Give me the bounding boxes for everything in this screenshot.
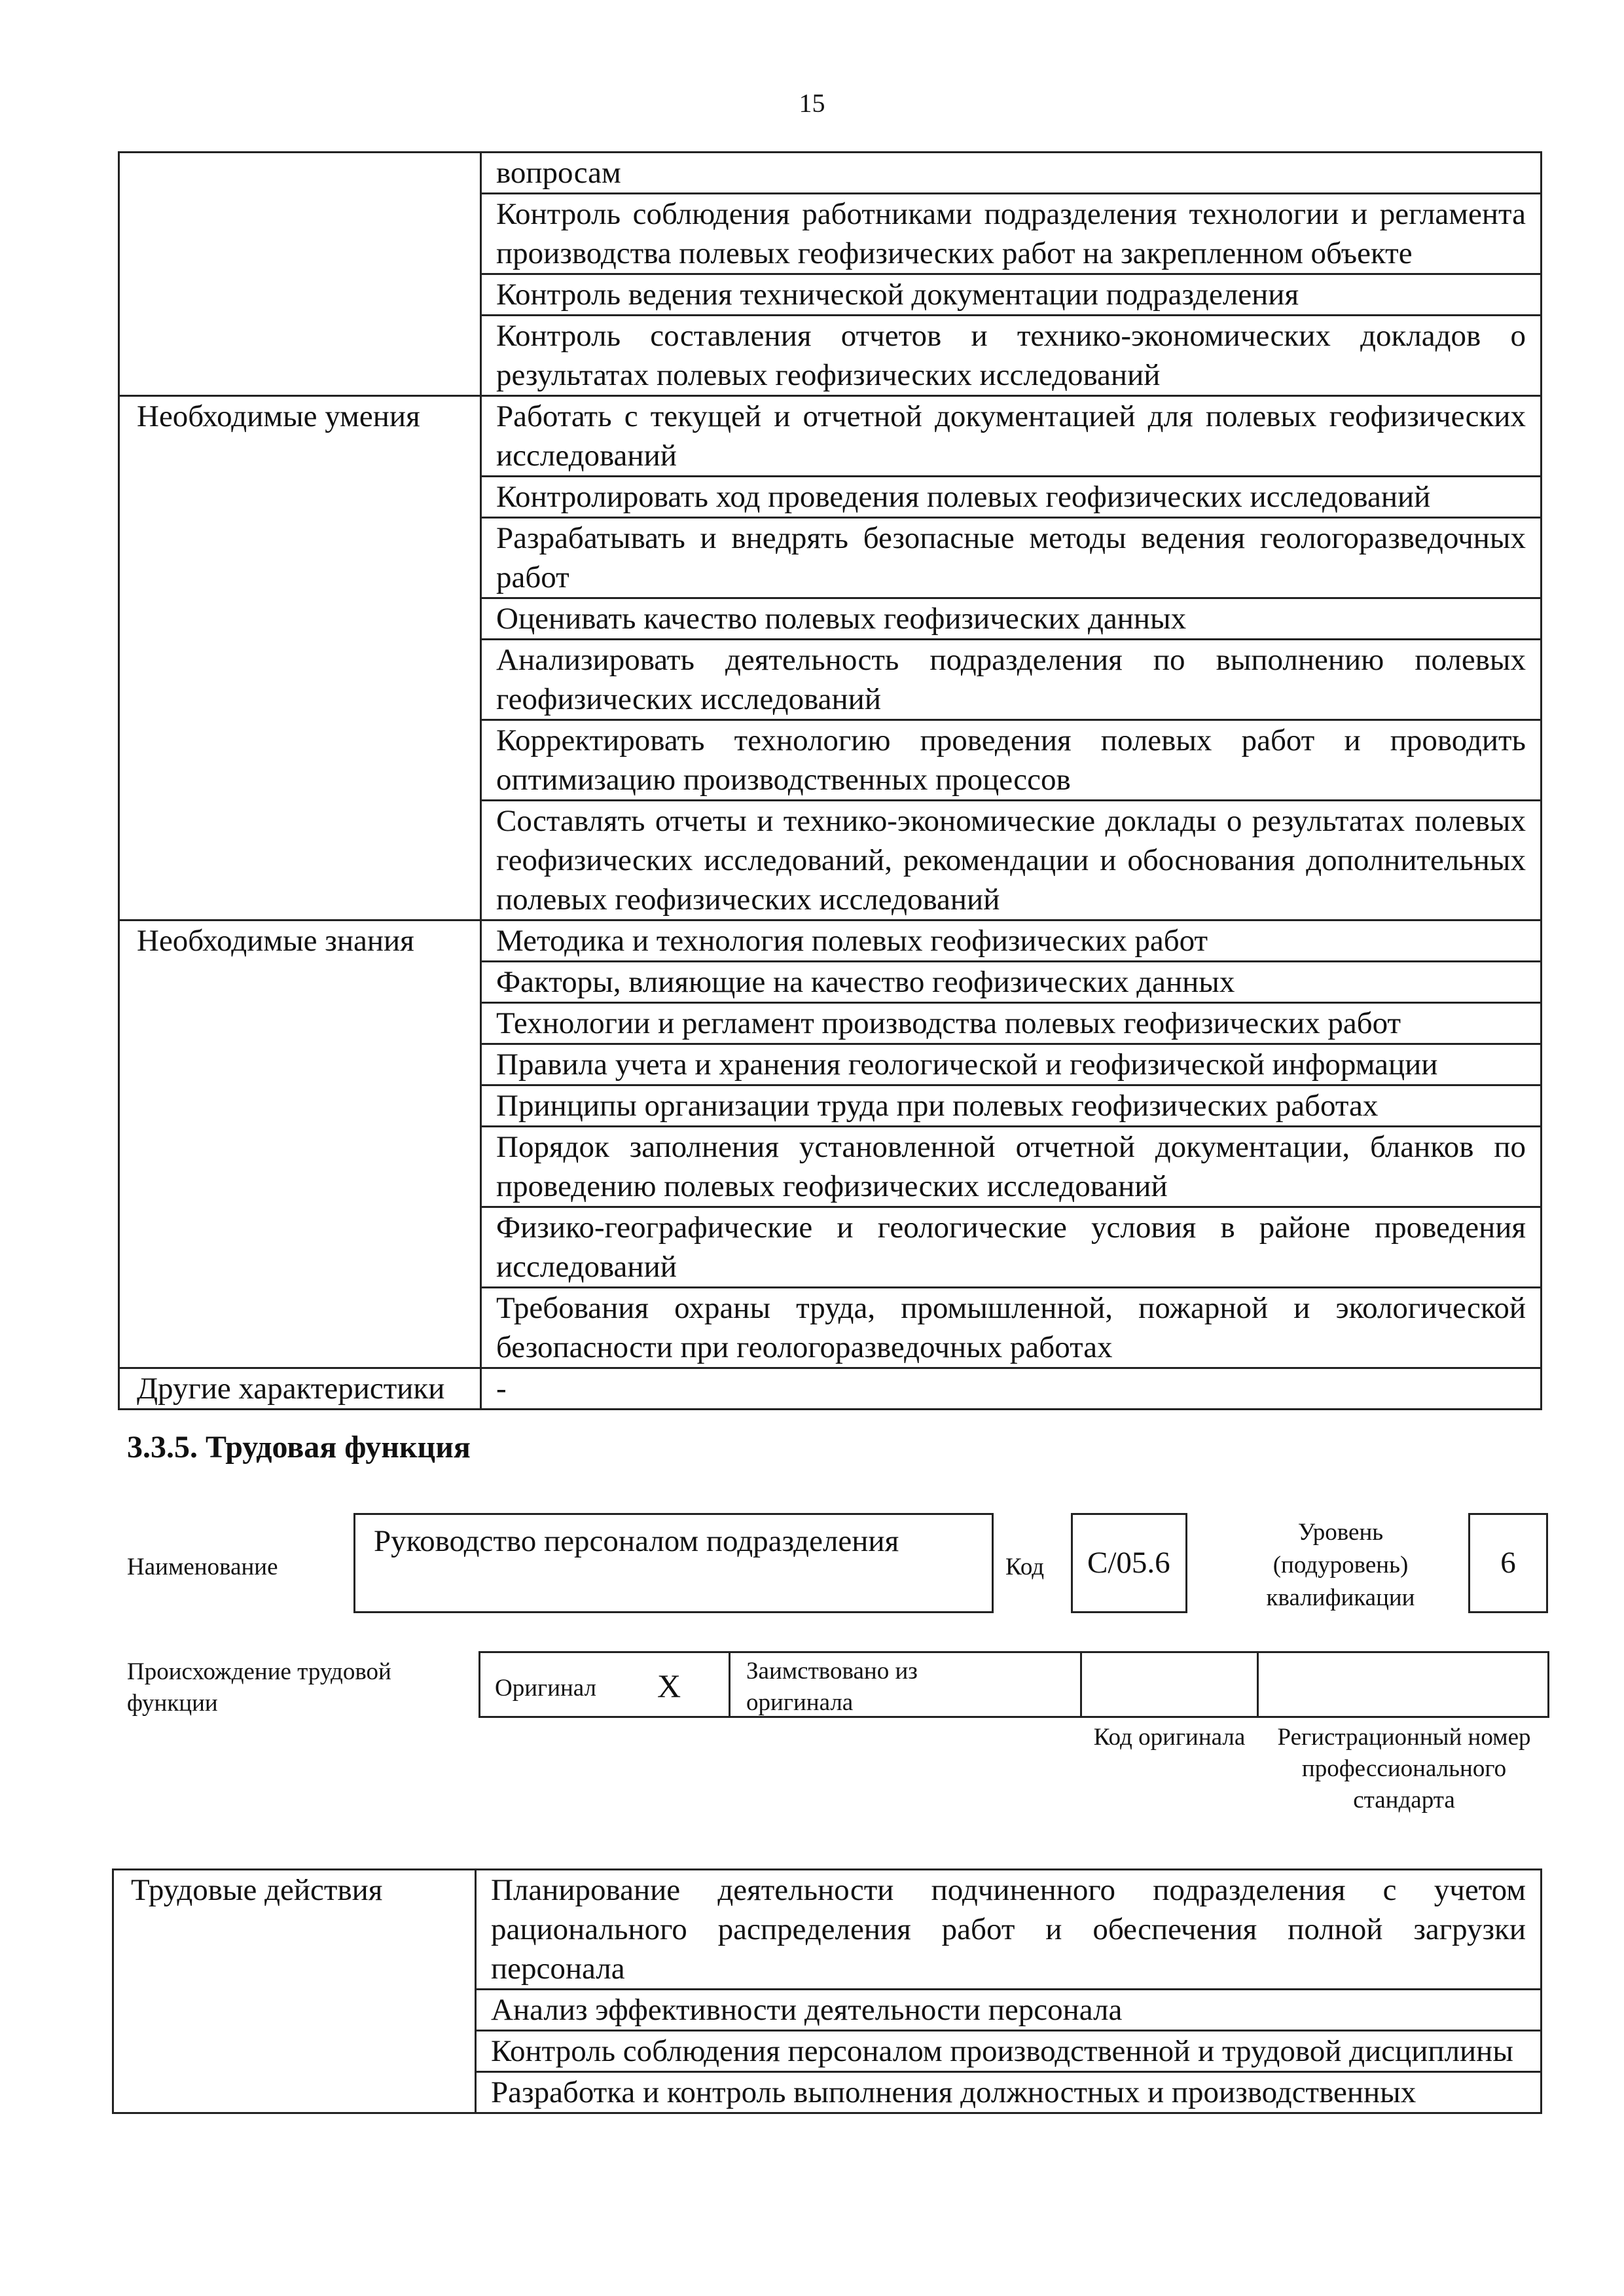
- table-row: [113, 1870, 1542, 1990]
- table-cell: Требования охраны труда, промышленной, пожарной и экологической безопасности при геологоразведочных работах: [481, 1288, 1542, 1368]
- original-label: Оригинал: [495, 1675, 597, 1702]
- page-number: 15: [799, 88, 825, 118]
- table-cell: Методика и технология полевых геофизических работ: [481, 920, 1542, 962]
- code-value: C/05.6: [1087, 1546, 1170, 1580]
- table-cell: Контроль ведения технической документации подразделения: [481, 274, 1542, 316]
- level-label-line: квалификации: [1266, 1584, 1415, 1611]
- row-label-other: Другие характеристики: [119, 1368, 481, 1410]
- level-box: [1468, 1513, 1548, 1613]
- table-cell: Планирование деятельности подчиненного подразделения с учетом рационального распределения работ и обеспечения полной загрузки персонала: [476, 1870, 1542, 1990]
- table-cell: Работать с текущей и отчетной документацией для полевых геофизических исследований: [481, 396, 1542, 477]
- table-cell: Принципы организации труда при полевых геофизических работах: [481, 1085, 1542, 1127]
- reg-number-box: [1257, 1651, 1549, 1718]
- original-mark: X: [657, 1667, 681, 1704]
- code-box: [1071, 1513, 1187, 1613]
- level-label-line: Уровень: [1297, 1519, 1384, 1546]
- function-name-box: [353, 1513, 994, 1613]
- borrowed-box: [729, 1651, 1082, 1718]
- table-cell: Контроль соблюдения персоналом производственной и трудовой дисциплины: [476, 2031, 1542, 2072]
- table-cell: Физико-географические и геологические условия в районе проведения исследований: [481, 1207, 1542, 1288]
- table-cell: вопросам: [481, 153, 1542, 194]
- section-title: 3.3.5. Трудовая функция: [127, 1430, 471, 1465]
- code-original-box: [1080, 1651, 1259, 1718]
- level-label-line: (подуровень): [1272, 1552, 1409, 1578]
- table-row: [119, 1368, 1542, 1410]
- level-label: [1223, 1516, 1458, 1614]
- table-row: [119, 396, 1542, 477]
- row-label-knowledge: Необходимые знания: [119, 920, 481, 1368]
- table-cell: Анализ эффективности деятельности персонала: [476, 1990, 1542, 2031]
- reg-number-label: Регистрационный номер профессионального стандарта: [1277, 1724, 1531, 1813]
- table-cell: Контроль соблюдения работниками подразделения технологии и регламента производства полевых геофизических работ на закрепленном объекте: [481, 194, 1542, 274]
- origin-label: Происхождение трудовой функции: [127, 1658, 391, 1717]
- table-cell: Контроль составления отчетов и технико-экономических докладов о результатах полевых геофизических исследований: [481, 316, 1542, 396]
- borrowed-label: Заимствовано из оригинала: [746, 1658, 918, 1716]
- table-cell: -: [481, 1368, 1542, 1410]
- table-cell: Факторы, влияющие на качество геофизических данных: [481, 962, 1542, 1003]
- name-label: Наименование: [127, 1554, 278, 1580]
- row-label-actions: Трудовые действия: [113, 1870, 476, 2113]
- table-cell: Технологии и регламент производства полевых геофизических работ: [481, 1003, 1542, 1044]
- table-cell: Разработка и контроль выполнения должностных и производственных: [476, 2072, 1542, 2113]
- table-cell: Правила учета и хранения геологической и геофизической информации: [481, 1044, 1542, 1085]
- table-cell: Оценивать качество полевых геофизических данных: [481, 598, 1542, 640]
- table-cell: Корректировать технологию проведения полевых работ и проводить оптимизацию производственных процессов: [481, 720, 1542, 801]
- table-cell: Контролировать ход проведения полевых геофизических исследований: [481, 477, 1542, 518]
- table-cell: Порядок заполнения установленной отчетной документации, бланков по проведению полевых геофизических исследований: [481, 1127, 1542, 1207]
- code-original-label: Код оригинала: [1093, 1724, 1246, 1751]
- row-label: [119, 153, 481, 396]
- table-row: [119, 920, 1542, 962]
- level-value: 6: [1500, 1546, 1516, 1580]
- function-name-value: Руководство персоналом подразделения: [374, 1524, 899, 1558]
- table-cell: Анализировать деятельность подразделения по выполнению полевых геофизических исследований: [481, 640, 1542, 720]
- work-actions-table: [112, 1868, 1542, 2114]
- requirements-table: [118, 151, 1542, 1410]
- table-row: [119, 153, 1542, 194]
- table-cell: Разрабатывать и внедрять безопасные методы ведения геологоразведочных работ: [481, 518, 1542, 598]
- row-label-skills: Необходимые умения: [119, 396, 481, 920]
- table-cell: Составлять отчеты и технико-экономические доклады о результатах полевых геофизических исследований, рекомендации и обоснования дополнительных полевых геофизических исследований: [481, 801, 1542, 920]
- original-box: [478, 1651, 731, 1718]
- code-label: Код: [1005, 1554, 1045, 1580]
